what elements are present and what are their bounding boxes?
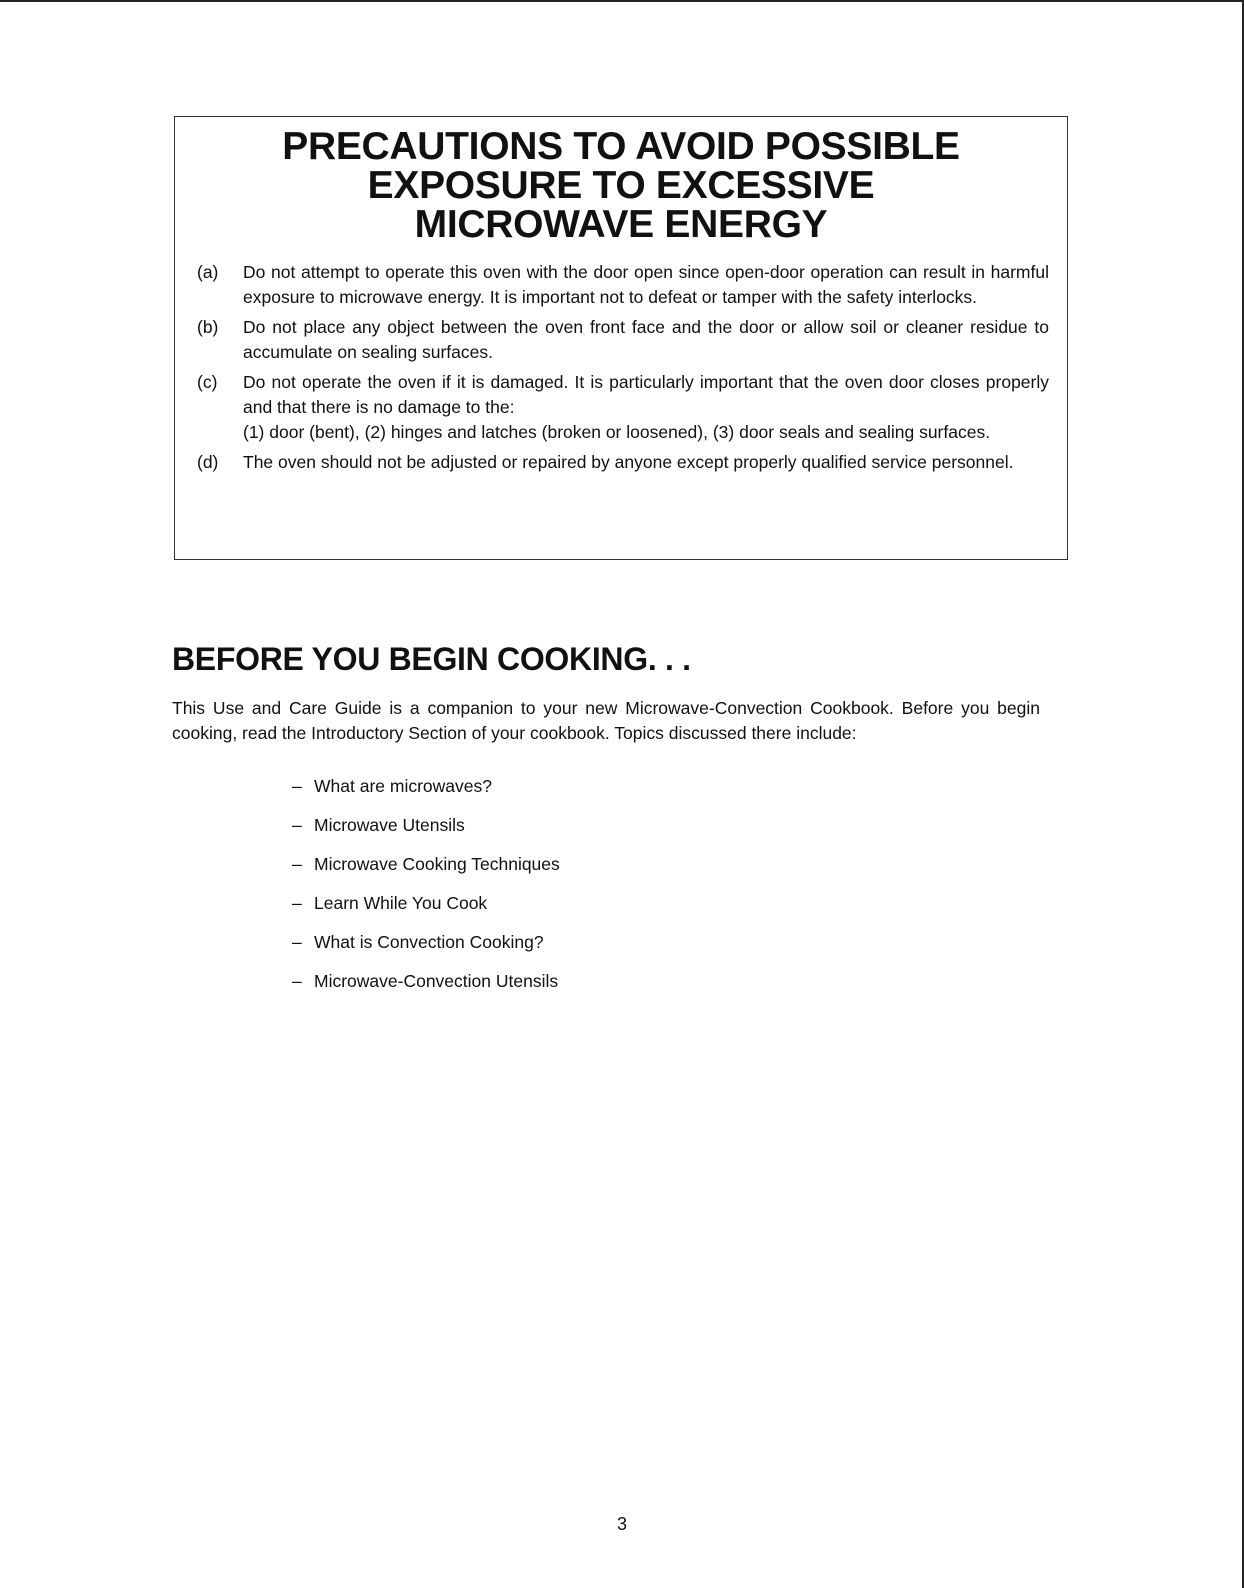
precaution-item-d [197,450,1049,475]
item-marker: (c) [197,372,218,392]
item-text-block [243,370,1049,445]
precautions-box [174,116,1068,560]
topic-label: Learn While You Cook [314,893,488,913]
dash-bullet: – [292,893,302,913]
list-item [292,969,560,1008]
item-text: The oven should not be adjusted or repaired by anyone except properly qualified service personnel. [243,452,1014,472]
list-item [292,813,560,852]
page-top-border [0,0,1244,2]
precautions-title-line: PRECAUTIONS TO AVOID POSSIBLE [282,125,960,168]
precaution-item-b [197,315,1049,365]
precautions-title-line: MICROWAVE ENERGY [414,203,828,246]
topic-list [292,774,560,1008]
topic-label: Microwave Utensils [314,815,465,835]
precaution-item-c [197,370,1049,445]
precautions-title [175,127,1067,244]
dash-bullet: – [292,932,302,952]
topic-label: Microwave Cooking Techniques [314,854,560,874]
page-number: 3 [616,1514,627,1534]
intro-paragraph: This Use and Care Guide is a companion to your new Microwave-Convection Cookbook. Before you begin cooking, read the Introductory Section of your cookbook. Topics discussed there include: [172,698,1040,743]
dash-bullet: – [292,854,302,874]
topic-label: What are microwaves? [314,776,492,796]
item-subtext: (1) door (bent), (2) hinges and latches (broken or loosened), (3) door seals and sealing surfaces. [243,422,991,442]
item-marker: (d) [197,452,219,472]
list-item [292,930,560,969]
item-marker: (b) [197,317,219,337]
dash-bullet: – [292,815,302,835]
before-cooking-heading: BEFORE YOU BEGIN COOKING. . . [172,641,691,677]
precaution-item-a [197,260,1049,310]
precautions-list [197,260,1049,480]
dash-bullet: – [292,971,302,991]
precautions-title-line: EXPOSURE TO EXCESSIVE [367,164,875,207]
item-text: Do not attempt to operate this oven with the door open since open-door operation can result in harmful exposure to microwave energy. It is important not to defeat or tamper with the safety interlocks. [243,262,1049,307]
topic-label: Microwave-Convection Utensils [314,971,559,991]
dash-bullet: – [292,776,302,796]
list-item [292,852,560,891]
item-text: Do not place any object between the oven front face and the door or allow soil or cleaner residue to accumulate on sealing surfaces. [243,317,1049,362]
list-item [292,891,560,930]
item-text: Do not operate the oven if it is damaged. It is particularly important that the oven door closes properly and that there is no damage to the: [243,372,1049,417]
item-marker: (a) [197,262,219,282]
topic-label: What is Convection Cooking? [314,932,544,952]
list-item [292,774,560,813]
